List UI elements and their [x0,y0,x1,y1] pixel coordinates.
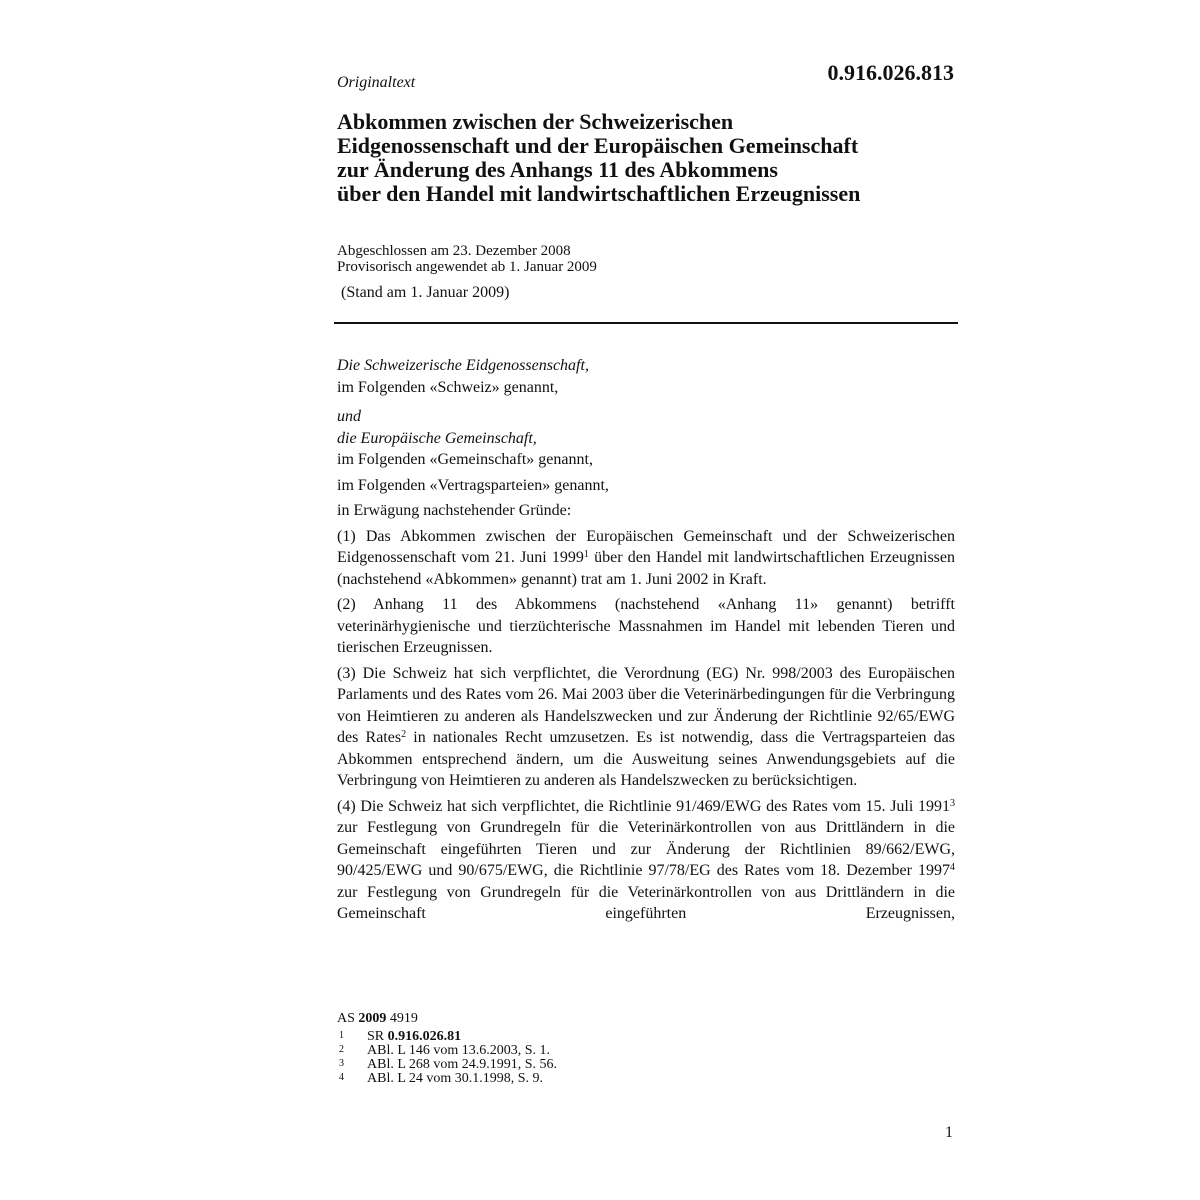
footnote-ref-2: 2 [401,729,407,740]
page-number: 1 [945,1124,953,1141]
recital-1-text-b: über den Handel mit landwirtschaftlichen Erzeugnissen (nachstehend «Abkommen» genannt) trat am 1. Juni 2002 in Kraft. [337,549,955,588]
footnotes [337,1012,557,1086]
preamble-party-2 [337,406,955,471]
footnote-item [337,1058,557,1072]
footnote-item [337,1030,557,1044]
original-text-label: Originaltext [337,74,416,91]
footnote-number: 3 [339,1058,344,1069]
recital-3-text-b: in nationales Recht umzusetzen. Es ist notwendig, dass die Vertragsparteien das Abkommen entsprechend ändern, um die Ausweitung seines Anwendungsgebiets auf die Verbringung von Heimtieren zu anderen als Handelszwecken zu berücksichtigen. [337,729,956,789]
footnote-number: 2 [339,1044,344,1055]
sr-number: 0.916.026.813 [827,60,954,85]
footnote-number: 1 [339,1030,344,1041]
footnote-ref-3: 3 [950,797,955,809]
recital-3 [337,663,955,792]
footnote-number: 4 [339,1072,344,1083]
title-line: zur Änderung des Anhangs 11 des Abkommens [337,157,778,182]
footnote-item [337,1072,557,1086]
recital-4 [337,796,955,925]
title-line: Eidgenossenschaft und der Europäischen Gemeinschaft [337,133,859,158]
footnote-text: ABl. L 146 vom 13.6.2003, S. 1. [367,1043,551,1058]
recital-4-text-a: (4) Die Schweiz hat sich verpflichtet, die Richtlinie 91/469/EWG des Rates vom 15. Juli 1991 [337,797,950,815]
footnote-ref-1: 1 [583,549,589,560]
recital-1-text-a: (1) Das Abkommen zwischen der Europäischen Gemeinschaft und der Schweizerischen Eidgenossenschaft vom 21. Juni 1999 [337,527,955,566]
title-line: Abkommen zwischen der Schweizerischen [337,109,734,134]
footnote-text: ABl. L 268 vom 24.9.1991, S. 56. [367,1057,558,1072]
official-collection-ref [337,1012,557,1026]
parties-alias: im Folgenden «Vertragsparteien» genannt, [337,476,609,494]
party-2-name: die Europäische Gemeinschaft, [337,429,537,447]
footnote-bold: 0.916.026.81 [387,1029,462,1044]
as-page: 4919 [386,1011,418,1026]
concluded-date: Abgeschlossen am 23. Dezember 2008 [337,243,571,259]
party-1-name: Die Schweizerische Eidgenossenschaft, [337,357,589,374]
considering-clause: in Erwägung nachstehender Gründe: [337,502,572,519]
footnote-text [357,1030,461,1044]
status-date: (Stand am 1. Januar 2009) [341,284,510,301]
header-divider [334,322,958,324]
footnote-text: ABl. L 24 vom 30.1.1998, S. 9. [367,1071,544,1086]
as-year: 2009 [358,1011,387,1026]
title-line: über den Handel mit landwirtschaftlichen Erzeugnissen [337,181,861,206]
recital-4-text-c: zur Festlegung von Grundregeln für die Veterinärkontrollen von aus Drittländern in die Gemeinschaft eingeführten Erzeugnissen, [337,883,955,922]
as-prefix: AS [337,1011,359,1026]
footnote-item [337,1044,557,1058]
document-body [337,355,955,929]
recital-4-text-b: zur Festlegung von Grundregeln für die Veterinärkontrollen von aus Drittländern in die Gemeinschaft eingeführten Tieren und zur Änderung der Richtlinien 89/662/EWG, 90/425/EWG und 90/675/EWG, die Richtlinie 97/78/EG des Rates vom 18. Dezember 1997 [337,819,955,879]
party-1-alias: im Folgenden «Schweiz» genannt, [337,378,559,396]
recital-2: (2) Anhang 11 des Abkommens (nachstehend «Anhang 11» genannt) betrifft veterinärhygienische und tierzüchterische Massnahmen im Handel mit lebenden Tieren und tierischen Erzeugnissen. [337,596,955,656]
and-word: und [337,408,361,425]
document-meta [337,243,597,275]
document-title [337,110,957,206]
provisional-date: Provisorisch angewendet ab 1. Januar 2009 [337,259,597,275]
footnote-prefix: SR [367,1029,388,1044]
recital-3-text-a: (3) Die Schweiz hat sich verpflichtet, die Verordnung (EG) Nr. 998/2003 des Europäischen Parlaments und des Rates vom 26. Mai 2003 über die Veterinärbedingungen für die Verbringung von Heimtieren zu anderen als Handelszwecken und zur Änderung der Richtlinie 92/65/EWG des Rates [337,664,955,746]
footnote-ref-4: 4 [950,862,955,873]
preamble-party-1 [337,355,955,398]
party-2-alias: im Folgenden «Gemeinschaft» genannt, [337,451,593,468]
recital-1 [337,526,955,591]
